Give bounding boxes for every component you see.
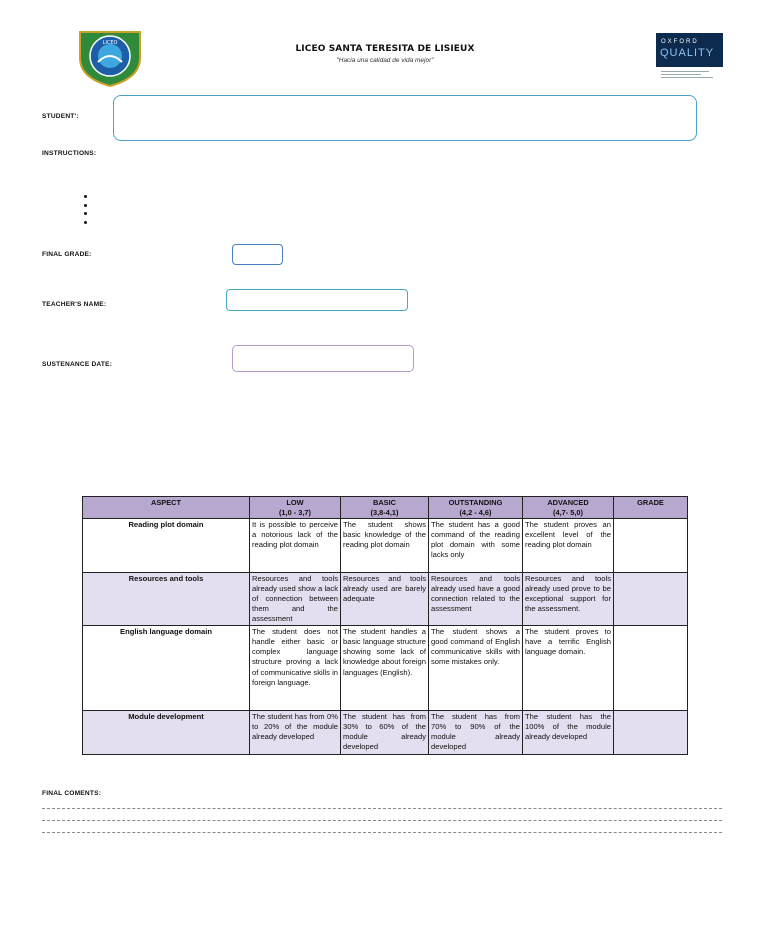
outstanding-cell: Resources and tools already used have a good connection related to the assessment bbox=[429, 572, 523, 625]
sustenance-date-field[interactable] bbox=[232, 345, 414, 372]
final-grade-field[interactable] bbox=[232, 244, 283, 265]
instructions-bullet-list bbox=[84, 195, 92, 229]
grade-cell[interactable] bbox=[614, 518, 688, 572]
aspect-cell: English language domain bbox=[83, 626, 250, 711]
basic-cell: The student has from 30% to 60% of the module already developed bbox=[341, 711, 429, 754]
aspect-cell: Resources and tools bbox=[83, 572, 250, 625]
oxford-brand-text: OXFORD bbox=[661, 39, 699, 45]
basic-cell: The student handles a basic language structure showing some lack of knowledge about foreign languages (English). bbox=[341, 626, 429, 711]
table-row bbox=[83, 572, 688, 625]
rubric-table bbox=[82, 496, 688, 755]
teacher-name-field[interactable] bbox=[226, 289, 408, 311]
outstanding-cell: The student has from 70% to 90% of the module already developed bbox=[429, 711, 523, 754]
column-header-grade: GRADE bbox=[614, 497, 688, 519]
outstanding-cell: The student shows a good command of English communicative skills with some mistakes only. bbox=[429, 626, 523, 711]
list-item bbox=[84, 212, 87, 215]
list-item bbox=[84, 204, 87, 207]
final-comments-label: FINAL COMENTS: bbox=[42, 790, 102, 797]
final-grade-label: FINAL GRADE: bbox=[42, 251, 92, 258]
basic-cell: Resources and tools already used are barely adequate bbox=[341, 572, 429, 625]
table-row bbox=[83, 711, 688, 754]
comment-line[interactable] bbox=[42, 808, 722, 809]
column-header-basic: BASIC (3,8-4,1) bbox=[341, 497, 429, 519]
grade-cell[interactable] bbox=[614, 572, 688, 625]
column-header-aspect: ASPECT bbox=[83, 497, 250, 519]
table-row bbox=[83, 626, 688, 711]
grade-cell[interactable] bbox=[614, 626, 688, 711]
school-crest-logo bbox=[76, 28, 144, 88]
advanced-cell: The student proves to have a terrific English language domain. bbox=[523, 626, 614, 711]
aspect-cell: Reading plot domain bbox=[83, 518, 250, 572]
column-header-outstanding: OUTSTANDING (4,2 - 4,6) bbox=[429, 497, 523, 519]
oxford-quality-text: QUALITY bbox=[660, 47, 715, 59]
logo-text: LICEO bbox=[102, 40, 118, 46]
list-item bbox=[84, 195, 87, 198]
table-header-row bbox=[83, 497, 688, 519]
advanced-cell: The student proves an excellent level of the reading plot domain bbox=[523, 518, 614, 572]
advanced-cell: The student has the 100% of the module already developed bbox=[523, 711, 614, 754]
comment-line[interactable] bbox=[42, 832, 722, 833]
column-header-low: LOW (1,0 - 3,7) bbox=[250, 497, 341, 519]
oxford-quality-logo bbox=[656, 33, 723, 83]
sustenance-date-label: SUSTENANCE DATE: bbox=[42, 361, 113, 368]
instructions-label: INSTRUCTIONS: bbox=[42, 150, 97, 157]
table-row bbox=[83, 518, 688, 572]
low-cell: Resources and tools already used show a lack of connection between them and the assessment bbox=[250, 572, 341, 625]
teacher-name-label: TEACHER'S NAME: bbox=[42, 301, 107, 308]
aspect-cell: Module development bbox=[83, 711, 250, 754]
low-cell: The student does not handle either basic or complex language structure proving a lack of communicative skills in foreign language. bbox=[250, 626, 341, 711]
student-label: STUDENT': bbox=[42, 113, 79, 120]
column-header-advanced: ADVANCED (4,7- 5,0) bbox=[523, 497, 614, 519]
student-name-field[interactable] bbox=[113, 95, 697, 141]
grade-cell[interactable] bbox=[614, 711, 688, 754]
basic-cell: The student shows basic knowledge of the reading plot domain bbox=[341, 518, 429, 572]
school-motto: "Hacia una calidad de vida mejor" bbox=[336, 57, 434, 64]
low-cell: The student has from 0% to 20% of the module already developed bbox=[250, 711, 341, 754]
advanced-cell: Resources and tools already used prove to be exceptional support for the assessment. bbox=[523, 572, 614, 625]
school-name: LICEO SANTA TERESITA DE LISIEUX bbox=[295, 44, 475, 54]
low-cell: It is possible to perceive a notorious lack of the reading plot domain bbox=[250, 518, 341, 572]
comment-line[interactable] bbox=[42, 820, 722, 821]
outstanding-cell: The student has a good command of the reading plot domain with some lacks only bbox=[429, 518, 523, 572]
list-item bbox=[84, 221, 87, 224]
